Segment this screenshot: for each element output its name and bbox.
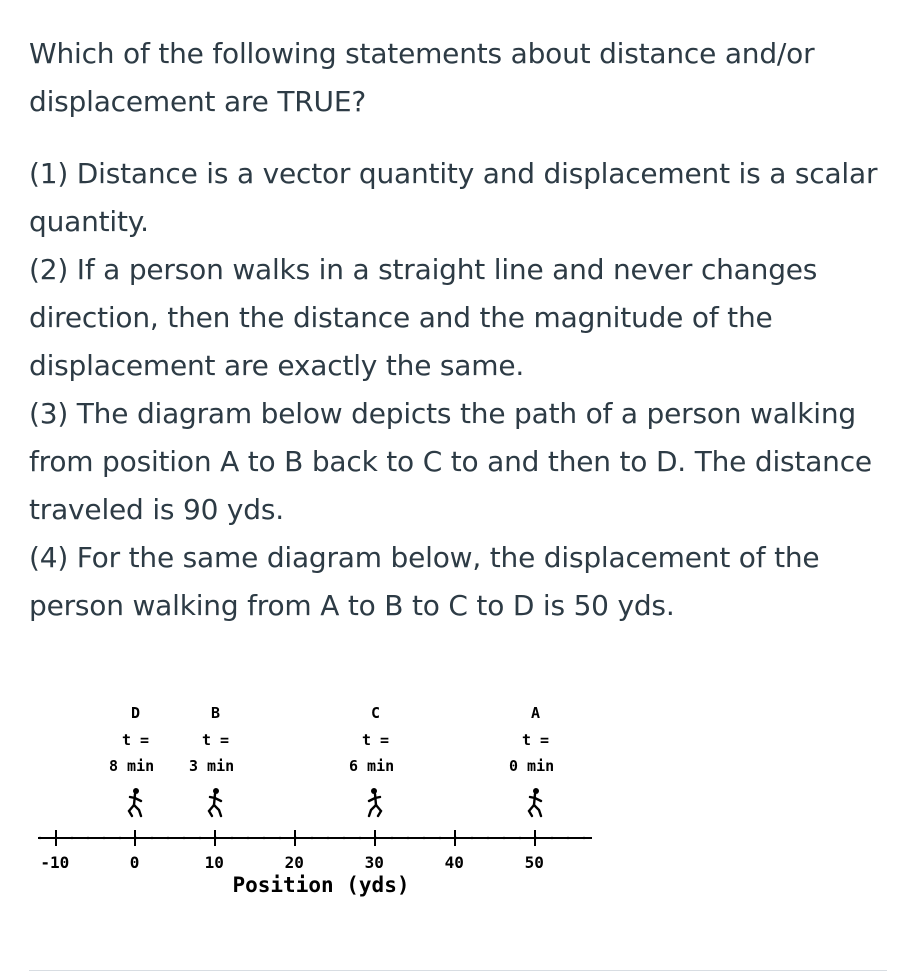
- axis-dot: [375, 837, 377, 839]
- axis-dot: [343, 837, 345, 839]
- tick-label: 40: [444, 853, 464, 872]
- axis-dot: [503, 837, 505, 839]
- statement-1: (1) Distance is a vector quantity and displacement is a scalar quantity.: [29, 157, 878, 238]
- axis-dot: [231, 837, 233, 839]
- tick-label: 0: [129, 853, 140, 872]
- time-value: 8 min: [109, 757, 155, 775]
- axis-dot: [311, 837, 313, 839]
- position-diagram: [0, 690, 902, 910]
- walker-icon: [129, 788, 141, 816]
- axis-dot: [295, 837, 297, 839]
- axis-dot: [135, 837, 137, 839]
- question-prompt: Which of the following statements about distance and/or displacement are TRUE?: [29, 37, 815, 118]
- axis-dot: [183, 837, 185, 839]
- axis-dot: [519, 837, 521, 839]
- point-letter: A: [531, 704, 541, 722]
- axis-dot: [455, 837, 457, 839]
- walker-icon: [369, 788, 381, 816]
- axis-dot: [87, 837, 89, 839]
- axis-dot: [327, 837, 329, 839]
- axis-dot: [423, 837, 425, 839]
- time-value: 3 min: [189, 757, 235, 775]
- tick-label: 10: [204, 853, 224, 872]
- axis-dot: [535, 837, 537, 839]
- axis-dot: [71, 837, 73, 839]
- axis-dot: [471, 837, 473, 839]
- axis-dot: [583, 837, 585, 839]
- tick-label: -10: [40, 853, 70, 872]
- point-d: [109, 704, 154, 816]
- point-letter: C: [371, 704, 381, 722]
- divider: [29, 970, 887, 971]
- axis-dot: [487, 837, 489, 839]
- time-value: 6 min: [349, 757, 395, 775]
- tick-label: 20: [284, 853, 304, 872]
- statement-2: (2) If a person walks in a straight line and never changes direction, then the distance and the magnitude of the displacement are exactly the same.: [29, 253, 818, 382]
- statement-4: (4) For the same diagram below, the displacement of the person walking from A to B to C to D is 50 yds.: [29, 541, 820, 622]
- number-line-figure: [0, 690, 902, 910]
- axis-dot: [103, 837, 105, 839]
- axis-dot: [263, 837, 265, 839]
- axis-dot: [119, 837, 121, 839]
- axis-dot: [167, 837, 169, 839]
- time-value: 0 min: [509, 757, 555, 775]
- tick-label: 30: [364, 853, 384, 872]
- point-a: [509, 704, 554, 816]
- axis-dot: [199, 837, 201, 839]
- time-prefix: t =: [362, 731, 390, 749]
- axis-dot: [551, 837, 553, 839]
- point-b: [189, 704, 234, 816]
- axis-dot: [407, 837, 409, 839]
- point-letter: B: [211, 704, 221, 722]
- axis-dot: [151, 837, 153, 839]
- point-letter: D: [131, 704, 141, 722]
- axis-dot: [391, 837, 393, 839]
- time-prefix: t =: [122, 731, 150, 749]
- question-text: [29, 30, 889, 630]
- axis-dot: [439, 837, 441, 839]
- time-prefix: t =: [202, 731, 230, 749]
- axis-dot: [359, 837, 361, 839]
- axis-dot: [247, 837, 249, 839]
- axis-label: Position (yds): [232, 873, 410, 897]
- walker-icon: [209, 788, 221, 816]
- time-prefix: t =: [522, 731, 550, 749]
- axis-dot: [279, 837, 281, 839]
- tick-label: 50: [524, 853, 544, 872]
- axis-dot: [39, 837, 41, 839]
- axis-dot: [215, 837, 217, 839]
- axis-dot: [55, 837, 57, 839]
- axis-dot: [567, 837, 569, 839]
- statement-3: (3) The diagram below depicts the path of a person walking from position A to B back to C to and then to D. The distance traveled is 90 yds.: [29, 397, 872, 526]
- walker-icon: [529, 788, 541, 816]
- point-c: [349, 704, 394, 816]
